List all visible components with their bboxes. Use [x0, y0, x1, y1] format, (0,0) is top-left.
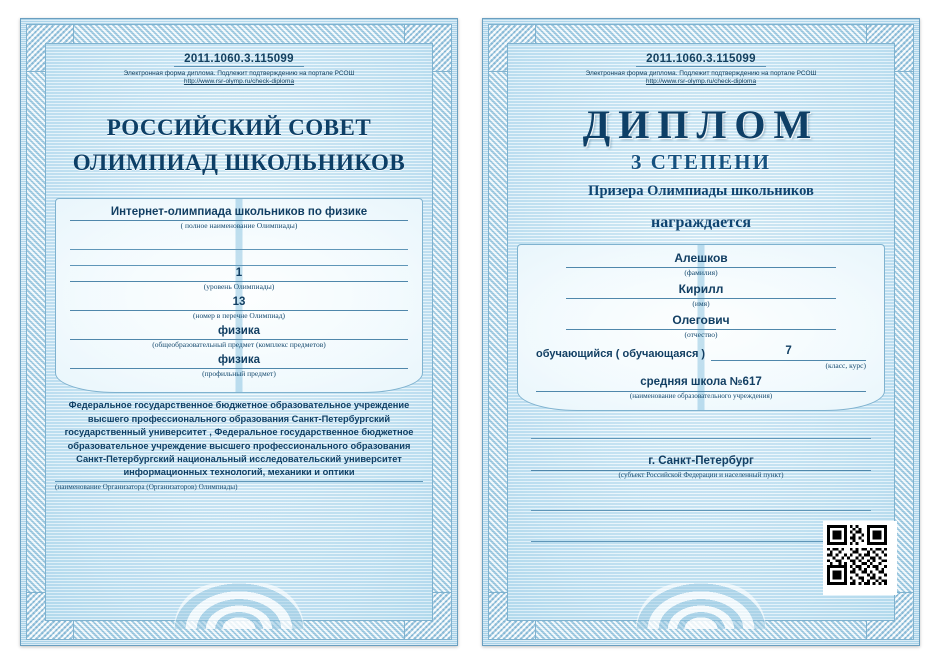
grade-value: 7: [711, 344, 866, 361]
diploma-subtitle: Призера Олимпиады школьников: [588, 183, 814, 200]
olympiad-level-field: [70, 266, 408, 291]
blank-rule: [70, 234, 408, 250]
blank-rule: [70, 250, 408, 266]
verify-link-right[interactable]: http://www.rsr-olymp.ru/check-diploma: [645, 78, 757, 86]
serial-number-right: 2011.1060.3.115099: [636, 53, 766, 67]
grade-caption: (класс, курс): [825, 361, 866, 371]
electronic-form-note-left: Электронная форма диплома. Подлежит подтверждению на портале РСОШ: [123, 70, 355, 77]
organizer-block: [55, 399, 423, 480]
open-book-field-panel: [55, 198, 423, 393]
electronic-form-note-right: Электронная форма диплома. Подлежит подтверждению на портале РСОШ: [585, 70, 817, 77]
certificate-left: [20, 18, 458, 646]
firstname-caption: (имя): [692, 299, 710, 309]
surname-caption: (фамилия): [684, 268, 718, 278]
profile-subject-value: физика: [70, 353, 408, 369]
olympiad-name-value: Интернет-олимпиада школьников по физике: [70, 205, 408, 221]
surname-field: [566, 251, 836, 277]
blank-rule: [531, 495, 871, 511]
grade-row: [536, 344, 866, 361]
profile-subject-caption: (профильный предмет): [202, 369, 276, 379]
olympiad-registry-number-field: [70, 295, 408, 320]
diploma-degree: 3 СТЕПЕНИ: [631, 150, 771, 175]
olympiad-name-field: [70, 205, 408, 230]
serial-block-left: [55, 49, 423, 85]
qr-code-icon: [823, 521, 897, 595]
subject-value: физика: [70, 324, 408, 340]
serial-block-right: [517, 49, 885, 85]
subject-field: [70, 324, 408, 349]
diploma-heading: ДИПЛОМ: [582, 102, 820, 148]
verify-link-left[interactable]: http://www.rsr-olymp.ru/check-diploma: [183, 78, 295, 86]
organization-title-left: [55, 111, 423, 180]
firstname-field: [566, 282, 836, 308]
olympiad-level-value: 1: [70, 266, 408, 282]
title-line-2: ОЛИМПИАД ШКОЛЬНИКОВ: [72, 149, 406, 175]
school-field: [536, 375, 866, 400]
certificate-left-content: [55, 49, 423, 615]
student-label: обучающийся ( обучающаяся ): [536, 348, 706, 361]
city-caption: (субъект Российской Федерации и населенный пункт): [618, 471, 784, 480]
certificate-right: [482, 18, 920, 646]
organizer-name: Федеральное государственное бюджетное образовательное учреждение высшего профессионального образования Санкт-Петербургский государственный университет , Федеральное государственное бюджетное образовательное учреждение высшего профессионального образования Санкт-Петербургский национальный исследовательский университет информационных технологий, механики и оптики: [64, 400, 414, 478]
open-book-field-panel: [517, 244, 885, 411]
school-caption: (наименование образовательного учреждения): [629, 392, 773, 401]
profile-subject-field: [70, 353, 408, 378]
surname-value: Алешков: [566, 251, 836, 268]
organizer-caption: (наименование Организатора (Организаторов) Олимпиады): [55, 481, 423, 491]
firstname-value: Кирилл: [566, 282, 836, 299]
school-value: средняя школа №617: [536, 375, 866, 392]
serial-number-left: 2011.1060.3.115099: [174, 53, 304, 67]
olympiad-registry-number-value: 13: [70, 295, 408, 311]
blank-rule: [531, 526, 871, 542]
olympiad-registry-number-caption: (номер в перечне Олимпиад): [192, 311, 286, 321]
city-value: г. Санкт-Петербург: [531, 454, 871, 471]
awarded-label: награждается: [651, 214, 751, 232]
city-field: [531, 454, 871, 479]
patronymic-caption: (отчество): [684, 330, 718, 340]
blank-rule: [531, 423, 871, 439]
subject-caption: (общеобразовательный предмет (комплекс предметов): [152, 340, 326, 350]
title-line-1: РОССИЙСКИЙ СОВЕТ: [106, 115, 372, 141]
patronymic-value: Олегович: [566, 313, 836, 330]
patronymic-field: [566, 313, 836, 339]
olympiad-level-caption: (уровень Олимпиады): [203, 282, 275, 292]
olympiad-name-caption: ( полное наименование Олимпиады): [180, 221, 298, 231]
